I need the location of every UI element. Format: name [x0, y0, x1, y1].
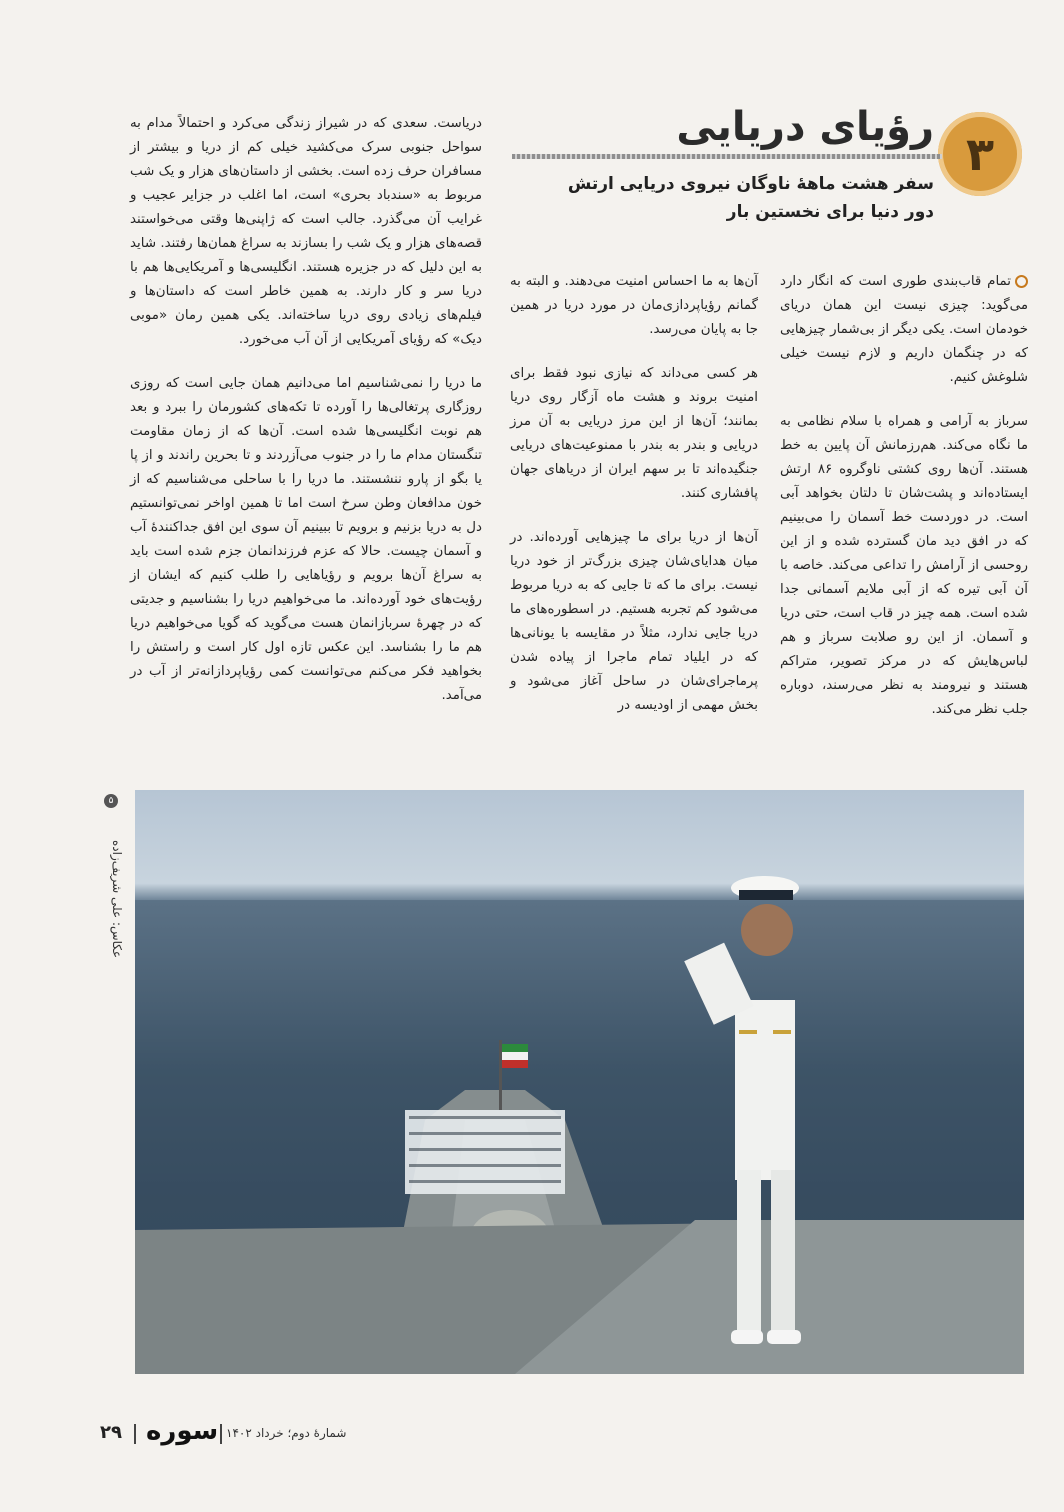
paragraph: تمام قاب‌بندی طوری است که انگار دارد می‌گوید: چیزی نیست این همان دریای خودمان است. یکی دیگر از بی‌شمار چیزهایی که در چنگمان داریم و لازم نیست خیلی شلوغش کنیم.	[780, 274, 1028, 385]
page-number: ۲۹	[100, 1422, 122, 1443]
bullet-icon	[1015, 275, 1028, 288]
section-number-badge: ۳	[938, 112, 1022, 196]
paragraph: آن‌ها به ما احساس امنیت می‌دهند. و البته به گمانم رؤیاپردازی‌مان در مورد دریا در همین جا به پایان می‌رسد.	[510, 274, 758, 337]
paragraph: آن‌ها از دریا برای ما چیزهایی آورده‌اند. در میان هدایای‌شان چیزی بزرگ‌تر از خود دریا نیست. برای ما که تا جایی که به دریا مربوط می‌شود کم تجربه هستیم. در اسطوره‌های ما دریا جایی ندارد، مثلاً در مقایسه با یونانی‌ها که در ایلیاد تمام ماجرا از پیاده شدن پرماجرای‌شان در ساحل آغاز می‌شود و بخش مهمی از اودیسه در	[510, 530, 758, 713]
paragraph: دریاست. سعدی که در شیراز زندگی می‌کرد و احتمالاً مدام به سواحل جنوبی سرک می‌کشید خیلی کم از دریا و بیشتر از مسافران حرف زده است. بخشی از داستان‌های هزار و یک شب مربوط به «سندباد بحری» است، اما اغلب در جزایر عجیب و غرایب آن می‌گذرد. جالب است که ژاپنی‌ها وقتی می‌خواستند قصه‌های هزار و یک شب را بسازند به سراغ همان‌ها رفتند. شاید به این دلیل که در جزیره هستند. انگلیسی‌ها و آمریکایی‌ها هم با دریا سر و کار دارند. به همین خاطر است که داستان‌ها و فیلم‌های زیادی روی دریا ساخته‌اند. یکی همین رمان «موبی دیک» که رؤیای آمریکایی از آن آب می‌خورد.	[130, 116, 482, 347]
issue-info: شمارۀ دوم؛ خرداد ۱۴۰۲	[226, 1426, 347, 1440]
subtitle-line: دور دنیا برای نخستین بار	[726, 202, 934, 222]
photo-illustration	[135, 790, 1024, 1374]
text-column-left	[130, 112, 482, 728]
footer-divider	[220, 1424, 222, 1444]
photo-credit: عکاس: علی شریف‌زاده	[110, 839, 124, 958]
article-subtitle	[514, 170, 934, 226]
subtitle-line: سفر هشت ماهۀ ناوگان نیروی دریایی ارتش	[567, 174, 934, 194]
text-column-right	[780, 270, 1028, 742]
paragraph: ما دریا را نمی‌شناسیم اما می‌دانیم همان جایی است که روزی روزگاری پرتغالی‌ها را آورده تا تکه‌های کشورمان را ببرد و بعد هم نوبت انگلیسی‌ها شده است. آن‌ها که از زمان مقاومت تنگستان مدام ما را در جنوب می‌آزردند و تا بحرین راندند و از پا یا بگو از پارو ننشستند. ما دریا را با ساحلی می‌شناسیم که از خون مدافعان وطن سرخ است اما تا همین اواخر نمی‌توانستیم دل به دریا بزنیم و برویم تا ببینیم آن سوی این افق جداکنندۀ آب و آسمان چیست. حالا که عزم فرزندانمان جزم شده است باید به سراغ آن‌ها برویم و رؤیاهایی را طلب کنیم که ایشان از رؤیت‌های خود آورده‌اند. ما می‌خواهیم دریا را بشناسیم و جدیتی که در چهرۀ سربازانمان هست می‌گوید که گویا می‌خواهیم دریا هم ما را بشناسد. این عکس تازه اول کار است و راستش را بخواهید فکر می‌کنم می‌توانست کمی رؤیاپردازانه‌تر از آب در می‌آمد.	[130, 376, 482, 703]
footer-divider	[134, 1424, 136, 1444]
text-column-middle	[510, 270, 758, 738]
title-divider	[512, 154, 942, 159]
credit-number-badge: ۵	[104, 794, 118, 808]
magazine-logo: سوره	[146, 1416, 219, 1446]
article-photo	[135, 790, 1024, 1374]
paragraph: سرباز به آرامی و همراه با سلام نظامی به ما نگاه می‌کند. هم‌رزمانش آن پایین به خط هستند. آن‌ها روی کشتی ناوگروه ۸۶ ارتش ایستاده‌اند و پشت‌شان تا دلتان بخواهد آبی است. در دوردست خط آسمان را می‌بینیم که در افق دید مان گسترده شده و از این روحسی از آرامش را تداعی می‌کند. خاصه با آن آبی تیره که از آبی ملایم آسمانی جدا شده است. همه چیز در قاب است، حتی دریا و آسمان. از این رو صلابت سرباز و هم لباس‌هایش که در مرکز تصویر، متراکم هستند و نیرومند به نظر می‌رسند، دوباره جلب نظر می‌کند.	[780, 414, 1028, 717]
article-title: رؤیای دریایی	[676, 104, 934, 150]
paragraph: هر کسی می‌داند که نیازی نبود فقط برای امنیت بروند و هشت ماه آزگار روی دریا بمانند؛ آن‌ها از این مرز دریایی به آن مرز دریایی و بندر به بندر با ممنوعیت‌های دریایی جنگیده‌اند تا بر سهم ایران از دریاهای جهان پافشاری کنند.	[510, 366, 758, 501]
